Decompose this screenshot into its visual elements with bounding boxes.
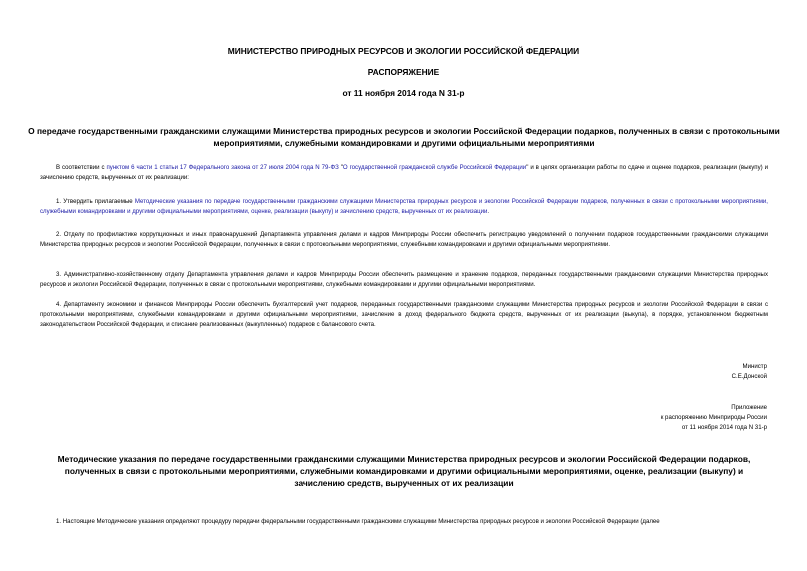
document-date-number: от 11 ноября 2014 года N 31-р: [342, 88, 465, 98]
appendix-order-ref: к распоряжению Минприроды России: [660, 414, 767, 421]
signatory-name: С.Е.Донской: [731, 373, 767, 380]
document-type-heading: РАСПОРЯЖЕНИЕ: [367, 67, 440, 77]
paragraph-1-end: .: [487, 208, 490, 215]
document-title: О передаче государственными гражданскими служащими Министерства природных ресурсов и экологии Российской Федерации подарков, полученных в связи с протокольными мероприятиями, служебными командировками и другими официальными мероприятиями: [28, 126, 780, 148]
appendix-paragraph-1: 1. Настоящие Методические указания определяют процедуру передачи федеральными государственными гражданскими служащими Министерства природных ресурсов и экологии Российской Федерации (далее: [56, 518, 660, 525]
paragraph-1-start: 1. Утвердить прилагаемые: [56, 198, 135, 205]
civil-service-law-link[interactable]: О государственной гражданской службе Российской Федерации: [342, 164, 527, 171]
methodical-guidelines-link[interactable]: Методические указания по передаче государственными гражданскими служащими Министерства природных ресурсов и экологии Российской Федерации подарков, полученных в связи с протокольными мероприятиями, служебными командировками и другими официальными мероприятиями, оценке, реализации (выкупу) и зачислению средств, вырученных от их реализации: [40, 198, 768, 215]
paragraph-4: 4. Департаменту экономики и финансов Минприроды России обеспечить бухгалтерский учет подарков, переданных государственными гражданскими служащими Министерства природных ресурсов и экологии Российской Федерации в связи с протокольными мероприятиями, служебными командировками и другими официальными мероприятиями, зачисление в доход федерального бюджета средств, вырученных от их реализации (выкупа), в порядке, установленном бюджетным законодательством Российской Федерации, и списание реализованных (выкупленных) подарков с балансового счета.: [40, 301, 768, 328]
intro-text-end: " и в целях организации работы по сдаче и оценке подарков, реализации (выкупу) и зачислению средств, вырученных от их реализации:: [40, 164, 768, 181]
signatory-position: Министр: [742, 363, 767, 370]
signature-block: [732, 362, 767, 382]
federal-law-article-link[interactable]: пунктом 6 части 1 статьи 17 Федерального закона от 27 июля 2004 года N 79-ФЗ: [106, 164, 339, 171]
appendix-label: Приложение: [731, 404, 767, 411]
intro-text-start: В соответствии с: [56, 164, 107, 171]
paragraph-3: 3. Административно-хозяйственному отделу Департамента управления делами и кадров Минприроды России обеспечить размещение и хранение подарков, переданных государственными гражданскими служащими Министерства природных ресурсов и экологии Российской Федерации, полученных в связи с протокольными мероприятиями, служебными командировками и другими официальными мероприятиями.: [40, 271, 768, 288]
paragraph-1: [40, 197, 768, 217]
appendix-date-number: от 11 ноября 2014 года N 31-р: [681, 424, 767, 431]
appendix-title: Методические указания по передаче государственными гражданскими служащими Министерства природных ресурсов и экологии Российской Федерации подарков, полученных в связи с протокольными мероприятиями, служебными командировками и другими официальными мероприятиями, оценке, реализации (выкупу) и зачислению средств, вырученных от их реализации: [57, 454, 751, 488]
paragraph-2: 2. Отделу по профилактике коррупционных и иных правонарушений Департамента управления делами и кадров Минприроды России обеспечить регистрацию уведомлений о получении подарков государственными гражданскими служащими Министерства природных ресурсов и экологии Российской Федерации, полученных в связи с протокольными мероприятиями, служебными командировками и другими официальными мероприятиями.: [40, 231, 768, 248]
ministry-heading: МИНИСТЕРСТВО ПРИРОДНЫХ РЕСУРСОВ И ЭКОЛОГИИ РОССИЙСКОЙ ФЕДЕРАЦИИ: [227, 46, 580, 56]
intro-paragraph: [40, 163, 768, 183]
intro-text-mid: ": [338, 164, 343, 171]
appendix-reference: [661, 403, 767, 433]
